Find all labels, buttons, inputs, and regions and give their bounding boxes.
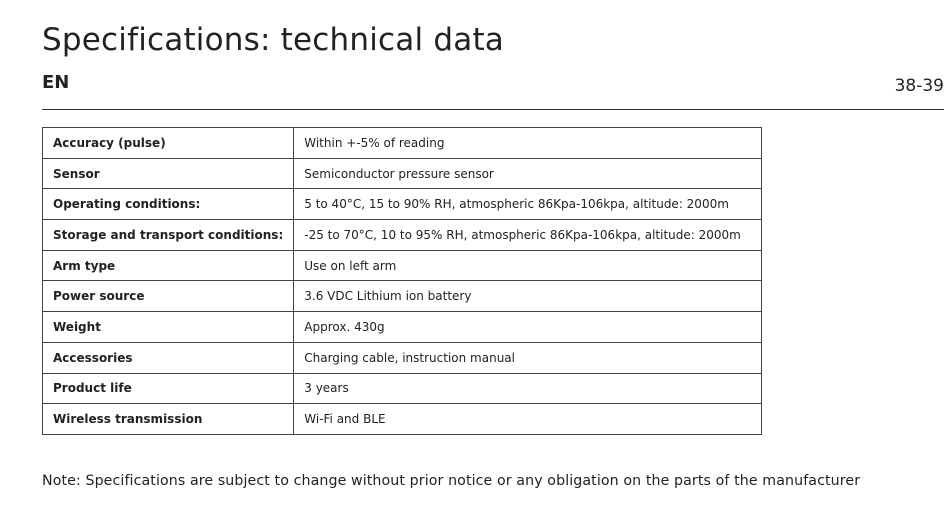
- table-row: [43, 189, 762, 220]
- spec-value: 3 years: [294, 373, 762, 404]
- table-row: [43, 373, 762, 404]
- spec-label: Operating conditions:: [43, 189, 294, 220]
- spec-label: Weight: [43, 312, 294, 343]
- spec-value: Within +-5% of reading: [294, 128, 762, 159]
- table-row: [43, 312, 762, 343]
- page-title: Specifications: technical data: [42, 22, 504, 58]
- spec-label: Accessories: [43, 342, 294, 373]
- table-row: [43, 281, 762, 312]
- table-row: [43, 220, 762, 251]
- spec-label: Storage and transport conditions:: [43, 220, 294, 251]
- spec-label: Arm type: [43, 250, 294, 281]
- footnote: Note: Specifications are subject to change without prior notice or any obligation on the parts of the manufacturer: [42, 473, 861, 489]
- spec-value: Approx. 430g: [294, 312, 762, 343]
- spec-label: Sensor: [43, 158, 294, 189]
- spec-label: Accuracy (pulse): [43, 128, 294, 159]
- spec-value: -25 to 70°C, 10 to 95% RH, atmospheric 86Kpa-106kpa, altitude: 2000m: [294, 220, 762, 251]
- spec-value: Semiconductor pressure sensor: [294, 158, 762, 189]
- spec-label: Product life: [43, 373, 294, 404]
- spec-value: 5 to 40°C, 15 to 90% RH, atmospheric 86Kpa-106kpa, altitude: 2000m: [294, 189, 762, 220]
- spec-value: Use on left arm: [294, 250, 762, 281]
- specifications-table: [42, 127, 762, 435]
- spec-value: Charging cable, instruction manual: [294, 342, 762, 373]
- spec-label: Power source: [43, 281, 294, 312]
- table-row: [43, 404, 762, 435]
- table-row: [43, 158, 762, 189]
- page-numbers: 38-39: [894, 76, 944, 96]
- table-row: [43, 250, 762, 281]
- spec-value: 3.6 VDC Lithium ion battery: [294, 281, 762, 312]
- header-divider: [42, 109, 944, 110]
- table-row: [43, 342, 762, 373]
- language-label: EN: [42, 72, 70, 93]
- table-row: [43, 128, 762, 159]
- spec-value: Wi-Fi and BLE: [294, 404, 762, 435]
- spec-label: Wireless transmission: [43, 404, 294, 435]
